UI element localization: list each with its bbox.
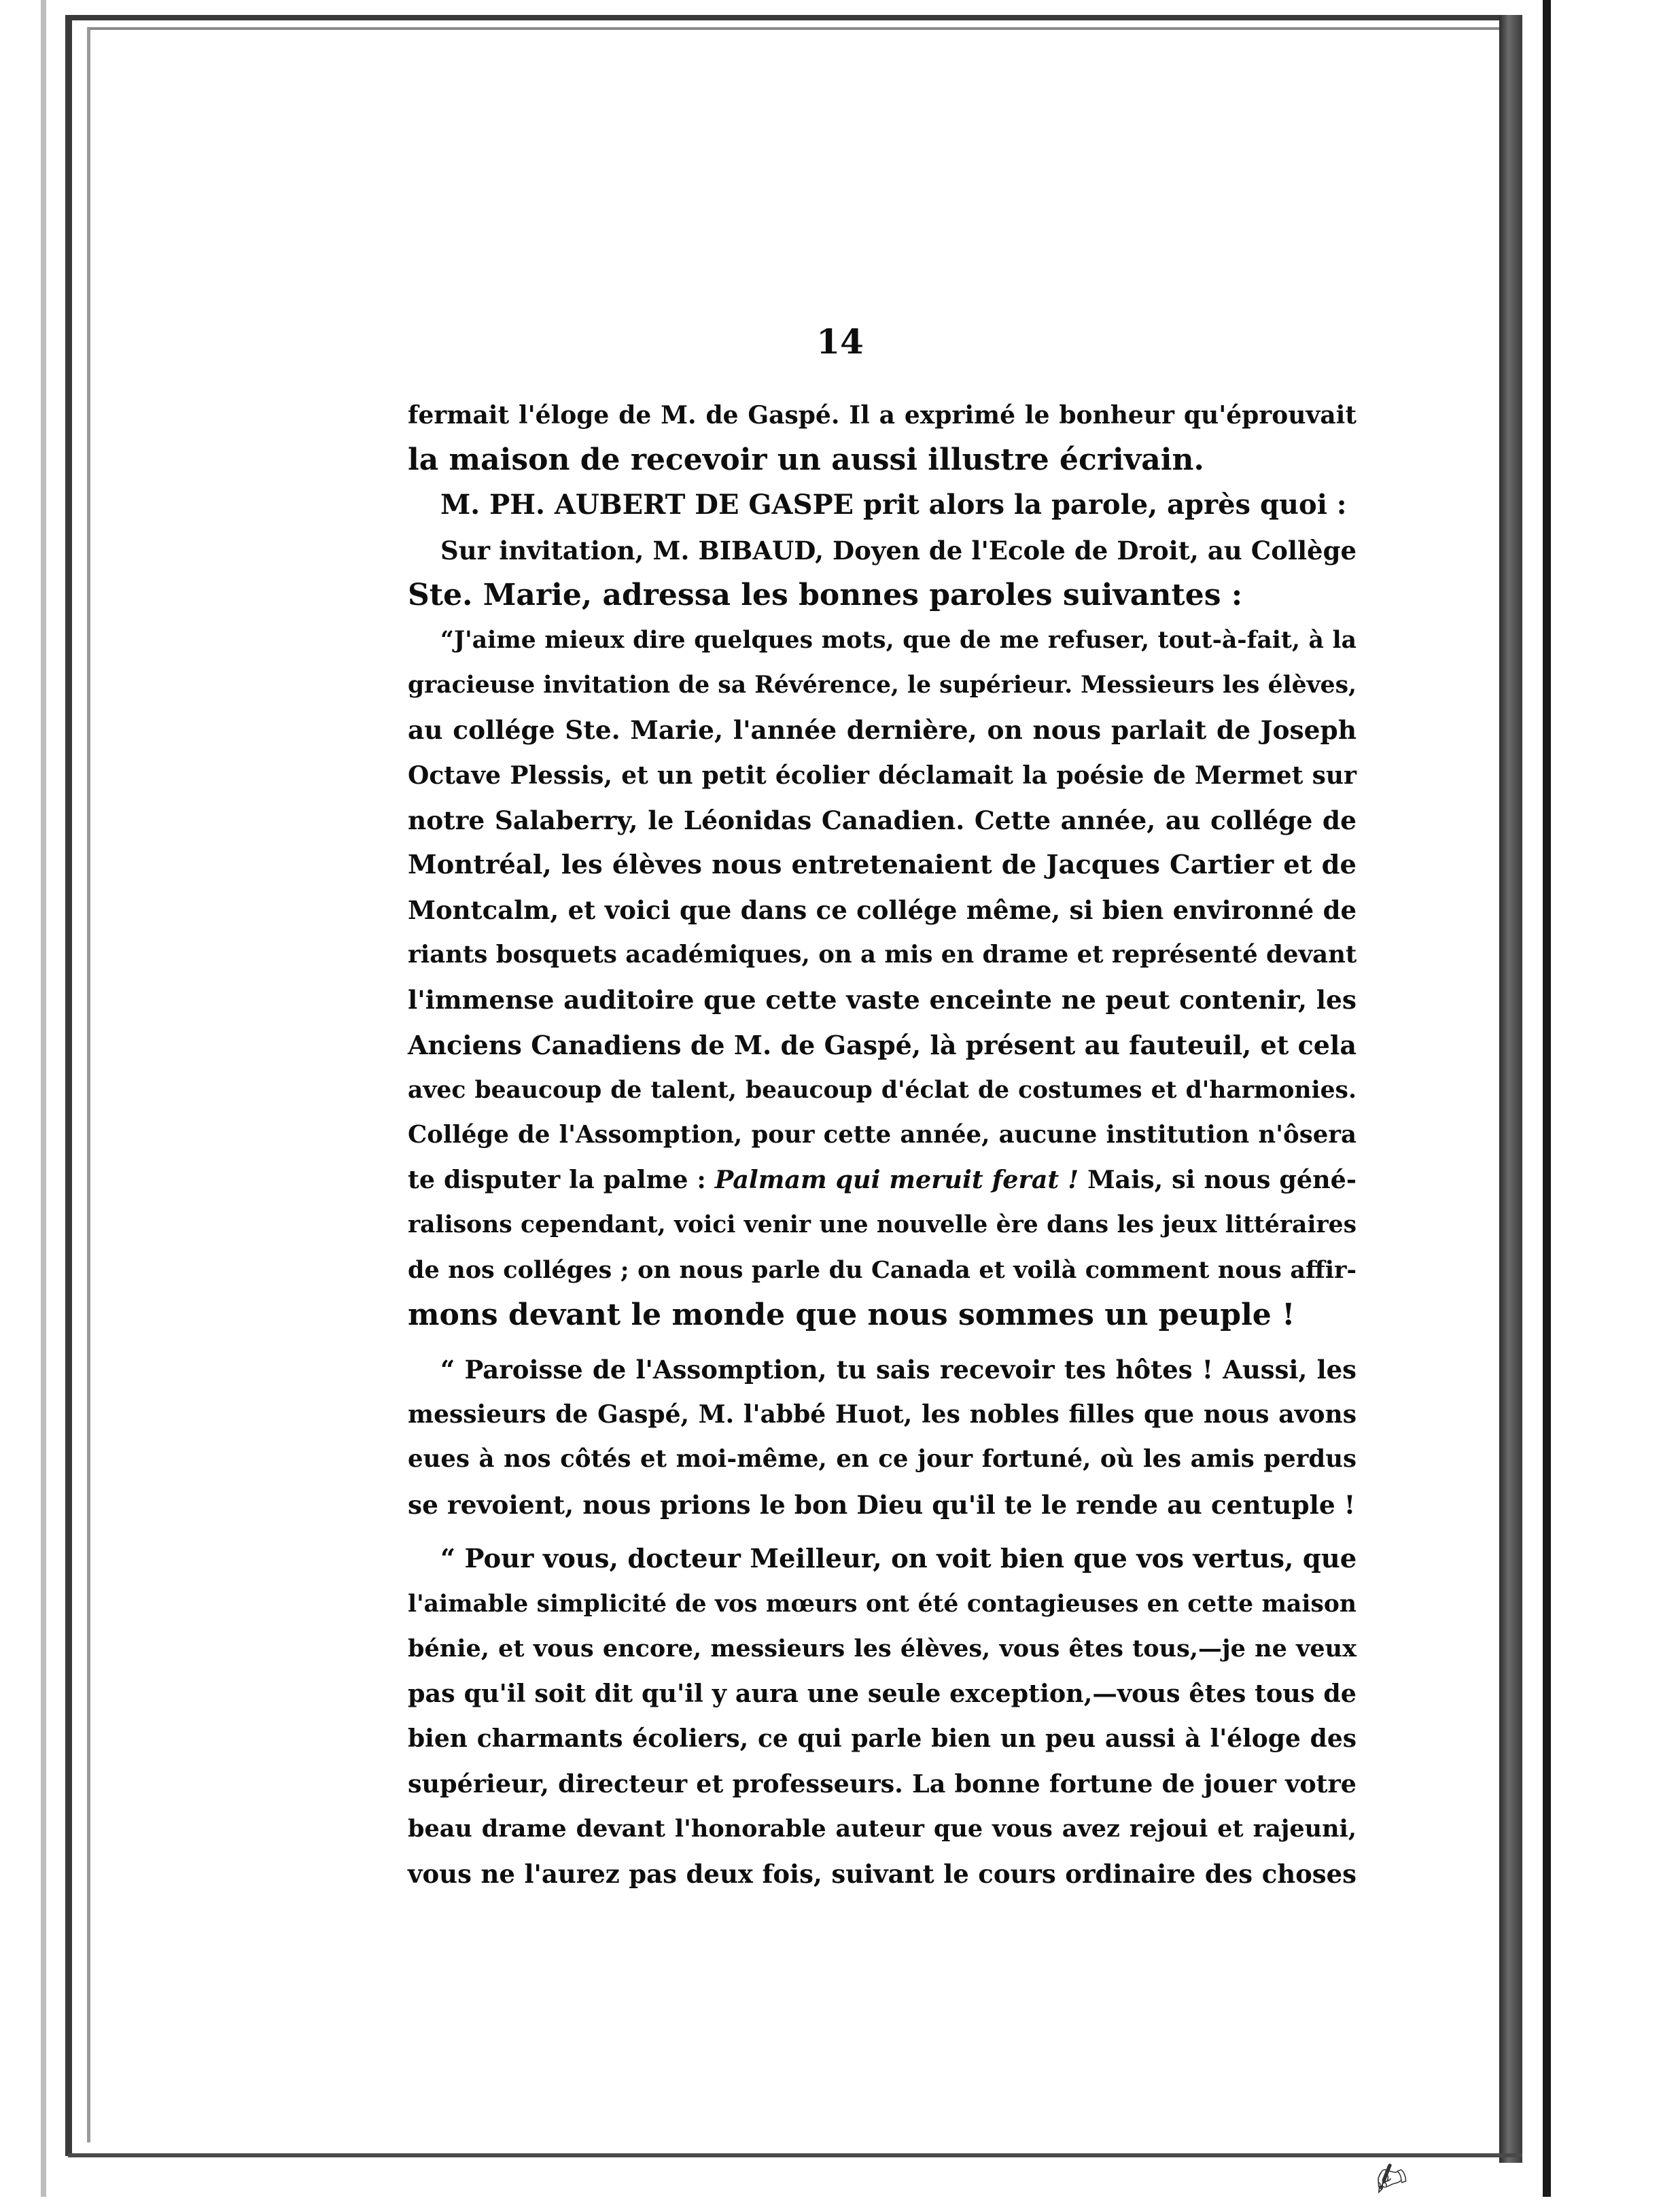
text-line: bénie, et vous encore, messieurs les élèves, vous êtes tous,—je ne veux [408, 1635, 1357, 1663]
text-line: “ Paroisse de l'Assomption, tu sais recevoir tes hôtes ! Aussi, les [440, 1354, 1357, 1385]
text-segment: te disputer la palme : [408, 1165, 706, 1195]
page-number: 14 [816, 322, 864, 362]
text-line: Sur invitation, M. BIBAUD, Doyen de l'Ecole de Droit, au Collège [440, 535, 1357, 566]
text-line: “J'aime mieux dire quelques mots, que de me refuser, tout-à-fait, à la [440, 626, 1357, 654]
text-line: Collége de l'Assomption, pour cette année, aucune institution n'ôsera [408, 1121, 1357, 1149]
text-line-latin [408, 1158, 1357, 1202]
paragraph-gap [408, 1527, 1357, 1537]
text-line: Montréal, les élèves nous entretenaient de Jacques Cartier et de [408, 849, 1357, 880]
text-line: supérieur, directeur et professeurs. La bonne fortune de jouer votre [408, 1769, 1357, 1798]
paragraph-gap [408, 1338, 1357, 1347]
text-line: eues à nos côtés et moi-même, en ce jour fortuné, où les amis perdus [408, 1445, 1357, 1474]
text-line: la maison de recevoir un aussi illustre écrivain. [408, 442, 1204, 478]
text-segment: Mais, si nous géné- [1087, 1165, 1357, 1195]
text-line: l'immense auditoire que cette vaste enceinte ne peut contenir, les [408, 985, 1357, 1015]
text-line: pas qu'il soit dit qu'il y aura une seule exception,—vous êtes tous de [408, 1679, 1357, 1709]
text-line: Ste. Marie, adressa les bonnes paroles suivantes : [408, 577, 1243, 612]
text-line: M. PH. AUBERT DE GASPE prit alors la parole, après quoi : [440, 489, 1347, 521]
text-line: “ Pour vous, docteur Meilleur, on voit bien que vos vertus, que [440, 1543, 1357, 1574]
text-line: se revoient, nous prions le bon Dieu qu'il te le rende au centuple ! [408, 1489, 1356, 1520]
text-line: Montcalm, et voici que dans ce collége même, si bien environné de [408, 895, 1357, 926]
text-line: bien charmants écoliers, ce qui parle bien un peu aussi à l'éloge des [408, 1724, 1357, 1754]
text-line: mons devant le monde que nous sommes un peuple ! [408, 1297, 1295, 1332]
text-line: Anciens Canadiens de M. de Gaspé, là présent au fauteuil, et cela [408, 1029, 1357, 1060]
text-line: beau drame devant l'honorable auteur que vous avez rejoui et rajeuni, [408, 1814, 1357, 1843]
latin-quote: Palmam qui meruit ferat ! [714, 1165, 1079, 1195]
text-line: riants bosquets académiques, on a mis en drame et représenté devant [408, 941, 1357, 969]
text-line: messieurs de Gaspé, M. l'abbé Huot, les nobles filles que nous avons [408, 1400, 1357, 1429]
text-column [408, 393, 1357, 1896]
text-line: ralisons cependant, voici venir une nouvelle ère dans les jeux littéraires [408, 1211, 1357, 1239]
text-line: vous ne l'aurez pas deux fois, suivant le cours ordinaire des choses [408, 1859, 1357, 1889]
text-line: fermait l'éloge de M. de Gaspé. Il a exprimé le bonheur qu'éprouvait [408, 401, 1357, 430]
text-line: avec beaucoup de talent, beaucoup d'éclat de costumes et d'harmonies. [408, 1076, 1357, 1104]
text-line: notre Salaberry, le Léonidas Canadien. Cette année, au collége de [408, 805, 1357, 835]
corner-pencil-mark: ✍ [1365, 2150, 1414, 2207]
text-line: Octave Plessis, et un petit écolier déclamait la poésie de Mermet sur [408, 761, 1357, 790]
page-bottom-edge [68, 2153, 1522, 2157]
text-line: de nos colléges ; on nous parle du Canada et voilà comment nous affir- [408, 1255, 1357, 1284]
text-line: l'aimable simplicité de vos mœurs ont été contagieuses en cette maison [408, 1590, 1357, 1618]
text-line: au collége Ste. Marie, l'année dernière, on nous parlait de Joseph [408, 715, 1357, 746]
text-line: gracieuse invitation de sa Révérence, le supérieur. Messieurs les élèves, [408, 672, 1357, 699]
